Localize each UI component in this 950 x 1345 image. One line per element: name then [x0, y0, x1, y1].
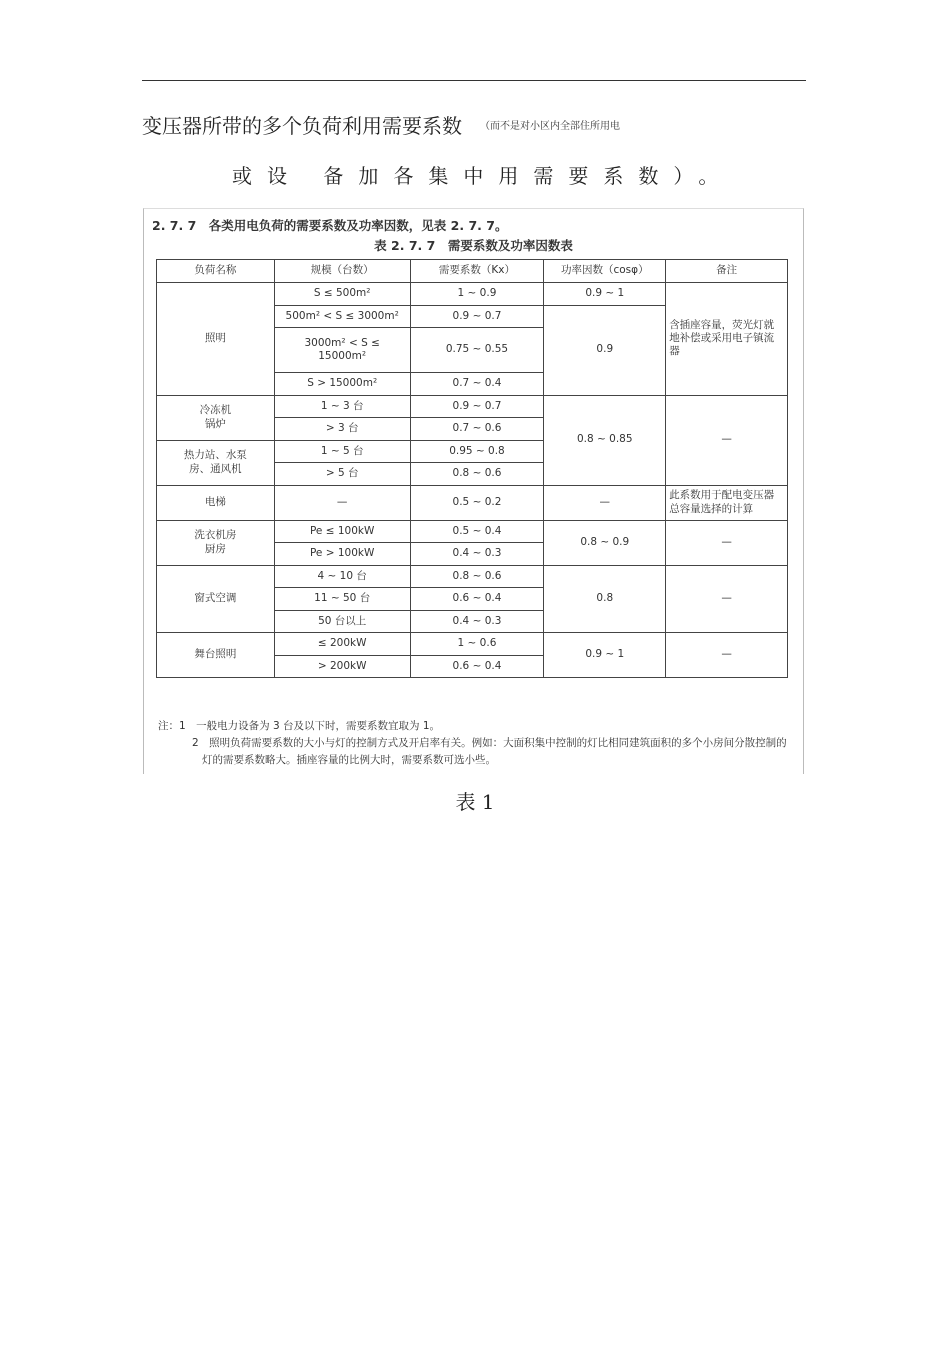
scale-cell: 1 ~ 5 台 [274, 440, 410, 463]
kx-cell: 0.95 ~ 0.8 [410, 440, 544, 463]
kx-cell: 0.75 ~ 0.55 [410, 328, 544, 373]
scale-cell: > 5 台 [274, 463, 410, 486]
table-row [157, 520, 788, 543]
scale-cell: 50 台以上 [274, 610, 410, 633]
table-row [157, 395, 788, 418]
table-label: 表 1 [455, 790, 495, 814]
pf-cell: 0.9 [544, 305, 666, 395]
table-header-row [157, 260, 788, 283]
scale-cell: — [274, 485, 410, 520]
remark-cell: — [666, 520, 788, 565]
remark-cell: 含插座容量，荧光灯就地补偿或采用电子镇流器 [666, 283, 788, 396]
scale-cell: > 3 台 [274, 418, 410, 441]
scale-cell: Pe ≤ 100kW [274, 520, 410, 543]
load-name-cell: 照明 [157, 283, 275, 396]
kx-cell: 0.6 ~ 0.4 [410, 588, 544, 611]
scale-cell: 1 ~ 3 台 [274, 395, 410, 418]
kx-cell: 0.5 ~ 0.4 [410, 520, 544, 543]
pf-cell: — [544, 485, 666, 520]
table-row [157, 283, 788, 306]
header-rule [142, 80, 806, 81]
kx-cell: 0.9 ~ 0.7 [410, 395, 544, 418]
kx-cell: 0.4 ~ 0.3 [410, 610, 544, 633]
kx-cell: 1 ~ 0.9 [410, 283, 544, 306]
body-text-line-1 [142, 110, 620, 139]
line1-small-note: （而不是对小区内全部住所用电 [480, 121, 620, 132]
scale-cell: S > 15000m² [274, 373, 410, 396]
load-name-cell: 电梯 [157, 485, 275, 520]
line1-main: 变压器所带的多个负荷利用需要系数 [142, 114, 462, 138]
scale-cell: 11 ~ 50 台 [274, 588, 410, 611]
header-scale: 规模（台数） [274, 260, 410, 283]
remark-cell: — [666, 565, 788, 633]
remark-cell: 此系数用于配电变压器总容量选择的计算 [666, 485, 788, 520]
scale-cell: 3000m² < S ≤ 15000m² [274, 328, 410, 373]
pf-cell: 0.9 ~ 1 [544, 283, 666, 306]
kx-cell: 0.5 ~ 0.2 [410, 485, 544, 520]
load-name-cell: 舞台照明 [157, 633, 275, 678]
pf-cell: 0.9 ~ 1 [544, 633, 666, 678]
table-row [157, 565, 788, 588]
header-kx: 需要系数（Kx） [410, 260, 544, 283]
body-text-line-2: 或设 备加各集中用需要系数）。 [232, 164, 734, 188]
kx-cell: 0.6 ~ 0.4 [410, 655, 544, 678]
load-name-cell: 冷冻机 锅炉 [157, 395, 275, 440]
remark-cell: — [666, 395, 788, 485]
scale-cell: Pe > 100kW [274, 543, 410, 566]
pf-cell: 0.8 ~ 0.9 [544, 520, 666, 565]
scale-cell: ≤ 200kW [274, 633, 410, 656]
load-name-cell: 窗式空调 [157, 565, 275, 633]
pf-cell: 0.8 [544, 565, 666, 633]
scale-cell: 4 ~ 10 台 [274, 565, 410, 588]
header-load-name: 负荷名称 [157, 260, 275, 283]
header-remark: 备注 [666, 260, 788, 283]
table-row [157, 633, 788, 656]
scale-cell: 500m² < S ≤ 3000m² [274, 305, 410, 328]
pf-cell: 0.8 ~ 0.85 [544, 395, 666, 485]
kx-cell: 1 ~ 0.6 [410, 633, 544, 656]
table-notes [156, 718, 796, 769]
load-name-cell: 热力站、水泵 房、通风机 [157, 440, 275, 485]
kx-cell: 0.7 ~ 0.6 [410, 418, 544, 441]
note-1: 注：1 一般电力设备为 3 台及以下时，需要系数宜取为 1。 [158, 720, 441, 732]
note-2: 2 照明负荷需要系数的大小与灯的控制方式及开启率有关。例如：大面积集中控制的灯比相同建筑面积的多个小房间分散控制的灯的需要系数略大。插座容量的比例大时，需要系数可选小些。 [192, 737, 787, 766]
kx-cell: 0.8 ~ 0.6 [410, 565, 544, 588]
kx-cell: 0.8 ~ 0.6 [410, 463, 544, 486]
kx-cell: 0.4 ~ 0.3 [410, 543, 544, 566]
table-row [157, 485, 788, 520]
remark-cell: — [666, 633, 788, 678]
kx-cell: 0.7 ~ 0.4 [410, 373, 544, 396]
load-name-cell: 洗衣机房 厨房 [157, 520, 275, 565]
scale-cell: > 200kW [274, 655, 410, 678]
figure-caption: 表 2. 7. 7 需要系数及功率因数表 [374, 238, 573, 253]
kx-cell: 0.9 ~ 0.7 [410, 305, 544, 328]
table-figure-image [143, 208, 804, 774]
scale-cell: S ≤ 500m² [274, 283, 410, 306]
figure-heading: 2. 7. 7 各类用电负荷的需要系数及功率因数，见表 2. 7. 7。 [152, 218, 508, 233]
header-pf: 功率因数（cosφ） [544, 260, 666, 283]
demand-factor-table [156, 259, 788, 678]
